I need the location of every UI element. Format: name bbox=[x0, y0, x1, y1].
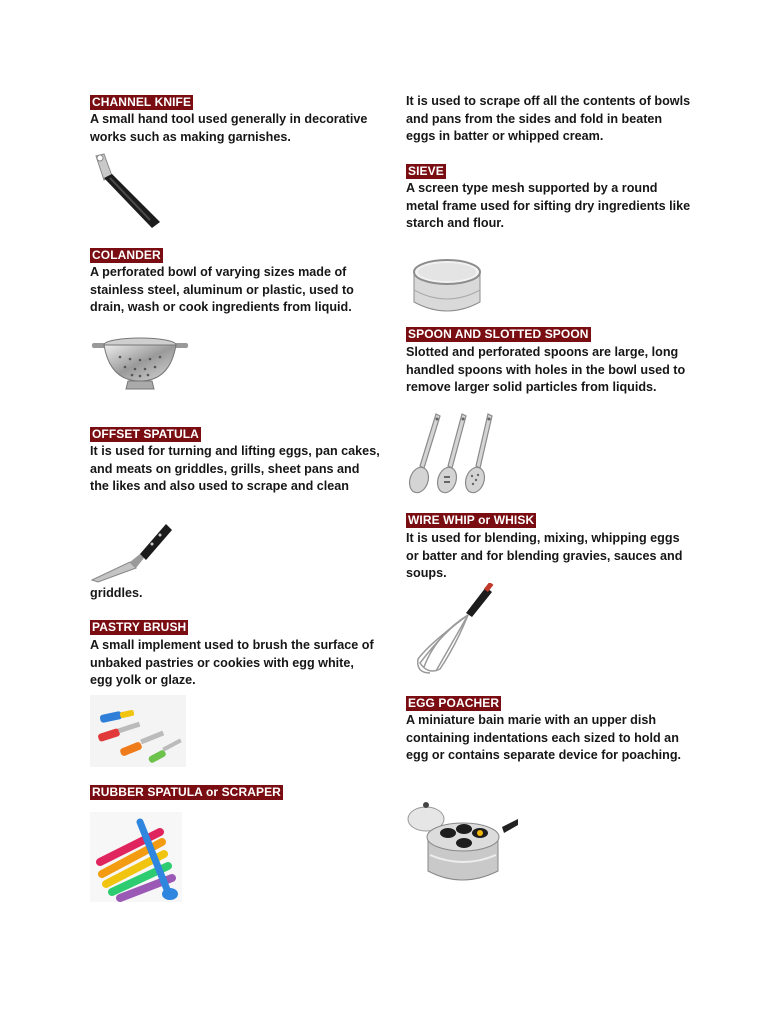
heading-whisk: WIRE WHIP or WHISK bbox=[408, 513, 535, 527]
spoons-image bbox=[406, 410, 496, 496]
text-whisk: It is used for blending, mixing, whipping eggs or batter and for blending gravies, sauces and soups. bbox=[406, 531, 683, 581]
text-offset-spatula: It is used for turning and lifting eggs, pan cakes, and meats on griddles, grills, sheet pans and the likes and also used to scrape and clean bbox=[90, 444, 380, 494]
text-channel-knife: A small hand tool used generally in decorative works such as making garnishes. bbox=[90, 112, 368, 144]
text-spoon: Slotted and perforated spoons are large, long handled spoons with holes in the bowl used to remove larger solid particles from liquids. bbox=[406, 345, 686, 395]
heading-pastry-brush: PASTRY BRUSH bbox=[92, 620, 187, 634]
sieve-image bbox=[406, 250, 488, 324]
egg-poacher-image bbox=[406, 797, 518, 889]
offset-spatula-image bbox=[90, 510, 172, 584]
heading-egg-poacher: EGG POACHER bbox=[408, 696, 500, 710]
channel-knife-image bbox=[90, 150, 162, 230]
rubber-spatula-image bbox=[90, 812, 182, 902]
text-offset-spatula-continued: griddles. bbox=[90, 586, 143, 600]
heading-spoon: SPOON AND SLOTTED SPOON bbox=[408, 327, 589, 341]
heading-sieve: SIEVE bbox=[408, 164, 444, 178]
text-colander: A perforated bowl of varying sizes made of stainless steel, aluminum or plastic, used to drain, wash or cook ingredients from liquid. bbox=[90, 265, 354, 315]
heading-channel-knife: CHANNEL KNIFE bbox=[92, 95, 192, 109]
heading-rubber-spatula: RUBBER SPATULA or SCRAPER bbox=[92, 785, 281, 799]
text-rubber-spatula: It is used to scrape off all the contents of bowls and pans from the sides and fold in beaten eggs in batter or whipped cream. bbox=[406, 94, 691, 144]
whisk-image bbox=[406, 583, 496, 678]
text-egg-poacher: A miniature bain marie with an upper dish containing indentations each sized to hold an egg or contains separate device for poaching. bbox=[406, 713, 682, 763]
colander-image bbox=[90, 325, 190, 393]
pastry-brush-image bbox=[90, 695, 186, 767]
text-sieve: A screen type mesh supported by a round metal frame used for sifting dry ingredients like starch and flour. bbox=[406, 181, 691, 231]
text-pastry-brush: A small implement used to brush the surface of unbaked pastries or cookies with egg white, egg yolk or glaze. bbox=[90, 638, 374, 688]
heading-colander: COLANDER bbox=[92, 248, 161, 262]
heading-offset-spatula: OFFSET SPATULA bbox=[92, 427, 199, 441]
